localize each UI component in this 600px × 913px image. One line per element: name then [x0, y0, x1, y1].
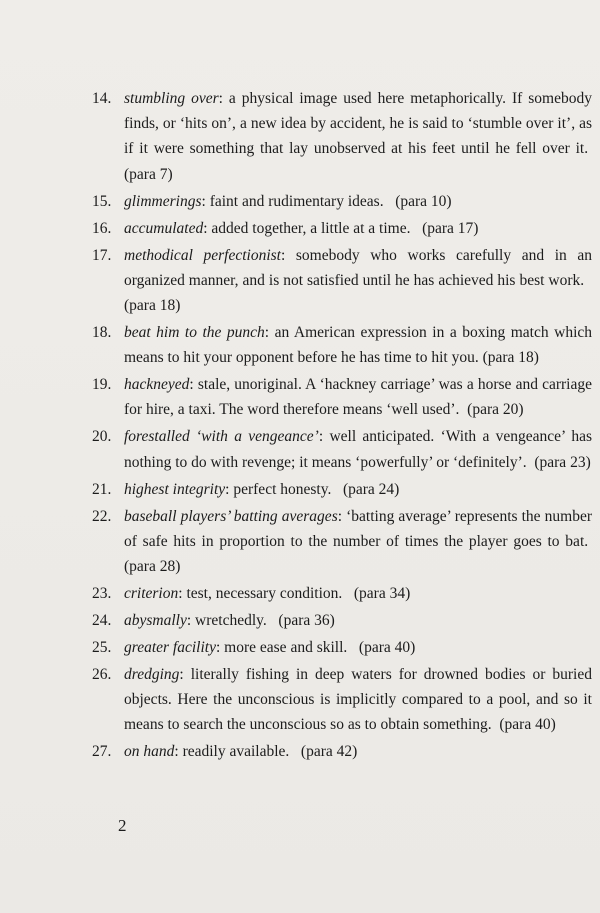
glossary-entry: 16. accumulated: added together, a little at a time. (para 17) — [92, 216, 592, 241]
entry-definition: faint and rudimentary ideas. — [209, 192, 384, 210]
glossary-entry: 26. dredging: literally fishing in deep waters for drowned bodies or buried objects. Here the unconscious is implicitly compared to a pool, and so it means to search the unconscious so as to obtain something. (para 40) — [92, 662, 592, 738]
entry-term: stumbling over — [124, 90, 219, 107]
entry-term: criterion — [124, 585, 179, 603]
entry-reference: (para 18) — [124, 297, 181, 315]
entry-reference: (para 23) — [534, 453, 591, 471]
glossary-entry: 27. on hand: readily available. (para 42) — [92, 739, 592, 764]
entry-definition: literally fishing in deep waters for drowned bodies or buried objects. Here the unconscious is implicitly compared to a pool, and so it means to search the unconscious so as to obtain something. — [124, 666, 592, 734]
glossary-entry: 18. beat him to the punch: an American expression in a boxing match which means to hit your opponent before he has time to hit you. (para 18) — [92, 320, 592, 370]
entry-term: hackneyed — [124, 376, 190, 394]
entry-definition: a physical image used here metaphorically. If somebody finds, or ‘hits on’, a new idea by accident, he is said to ‘stumble over it’, as if it were something that lay unobserved at his feet until he fell over it. — [124, 90, 592, 158]
entry-reference: (para 20) — [467, 401, 524, 419]
entry-number: 17. — [92, 246, 112, 264]
entry-term: greater facility — [124, 639, 216, 657]
page-number: 2 — [118, 816, 127, 835]
entry-definition: more ease and skill. — [224, 639, 348, 657]
entry-definition: somebody who works carefully and in an organized manner, and is not satisfied until he has achieved his best work. — [124, 246, 592, 289]
glossary-entry: 17. methodical perfectionist: somebody who works carefully and in an organized manner, and is not satisfied until he has achieved his best work. (para 18) — [92, 243, 592, 319]
entry-term: abysmally — [124, 612, 187, 630]
entry-reference: (para 36) — [278, 612, 335, 630]
entry-number: 26. — [92, 666, 112, 684]
glossary-entry: 19. hackneyed: stale, unoriginal. A ‘hackney carriage’ was a horse and carriage for hire, a taxi. The word therefore means ‘well used’. (para 20) — [92, 372, 592, 422]
glossary-entry: 15. glimmerings: faint and rudimentary ideas. (para 10) — [92, 189, 592, 214]
entry-reference: (para 42) — [300, 743, 358, 761]
entry-number: 20. — [92, 428, 112, 446]
entry-definition: an American expression in a boxing match which means to hit your opponent before he has time to hit you. — [124, 324, 592, 367]
entry-reference: (para 40) — [499, 716, 556, 734]
entry-reference: (para 24) — [342, 480, 400, 498]
entry-term: on hand — [124, 743, 175, 761]
entry-definition: perfect honesty. — [233, 480, 332, 498]
entry-number: 23. — [92, 585, 112, 603]
entry-term: forestalled ‘with a vengeance’ — [124, 428, 319, 446]
entry-reference: (para 34) — [353, 585, 411, 603]
entry-term: highest integrity — [124, 480, 226, 498]
entry-number: 15. — [92, 192, 112, 210]
entry-term: dredging — [124, 666, 180, 684]
entry-number: 22. — [92, 507, 112, 525]
glossary-entry: 20. forestalled ‘with a vengeance’: well anticipated. ‘With a vengeance’ has nothing to do with revenge; it means ‘powerfully’ or ‘definitely’. (para 23) — [92, 424, 592, 474]
entry-definition: test, necessary condition. — [186, 585, 343, 603]
entry-number: 24. — [92, 612, 112, 630]
entry-number: 14. — [92, 90, 112, 107]
entry-term: glimmerings — [124, 192, 202, 210]
entry-term: baseball players’ batting averages — [124, 507, 338, 525]
entry-number: 18. — [92, 324, 112, 342]
entry-definition: readily available. — [182, 743, 290, 761]
entry-definition: well anticipated. ‘With a vengeance’ has nothing to do with revenge; it means ‘powerfully’ or ‘definitely’. — [124, 428, 592, 471]
entry-number: 21. — [92, 480, 112, 498]
entry-reference: (para 28) — [124, 558, 181, 576]
entry-definition: stale, unoriginal. A ‘hackney carriage’ was a horse and carriage for hire, a taxi. The word therefore means ‘well used’. — [124, 376, 592, 419]
entry-number: 25. — [92, 639, 112, 657]
glossary-entry: 22. baseball players’ batting averages: ‘batting average’ represents the number of safe hits in proportion to the number of times the player goes to bat. (para 28) — [92, 504, 592, 580]
entry-definition: ‘batting average’ represents the number of safe hits in proportion to the number of times the player goes to bat. — [124, 507, 592, 550]
glossary-list — [92, 86, 592, 766]
entry-term: methodical perfectionist — [124, 246, 281, 264]
glossary-entry: 23. criterion: test, necessary condition. (para 34) — [92, 581, 592, 606]
entry-term: accumulated — [124, 219, 204, 237]
entry-definition: wretchedly. — [195, 612, 267, 630]
glossary-entry: 21. highest integrity: perfect honesty. (para 24) — [92, 477, 592, 502]
entry-reference: (para 17) — [422, 219, 479, 237]
glossary-entry: 25. greater facility: more ease and skill. (para 40) — [92, 635, 592, 660]
entry-reference: (para 40) — [358, 639, 416, 657]
entry-reference: (para 7) — [124, 165, 173, 183]
entry-reference: (para 18) — [482, 349, 539, 367]
entry-reference: (para 10) — [395, 192, 452, 210]
entry-definition: added together, a little at a time. — [211, 219, 411, 237]
entry-number: 19. — [92, 376, 112, 394]
entry-number: 16. — [92, 219, 112, 237]
entry-term: beat him to the punch — [124, 324, 265, 342]
glossary-entry: 14. stumbling over: a physical image used here metaphorically. If somebody finds, or ‘hits on’, a new idea by accident, he is said to ‘stumble over it’, as if it were something that lay unobserved at his feet until he fell over it. (para 7) — [92, 86, 592, 187]
glossary-entry: 24. abysmally: wretchedly. (para 36) — [92, 608, 592, 633]
entry-number: 27. — [92, 743, 112, 761]
